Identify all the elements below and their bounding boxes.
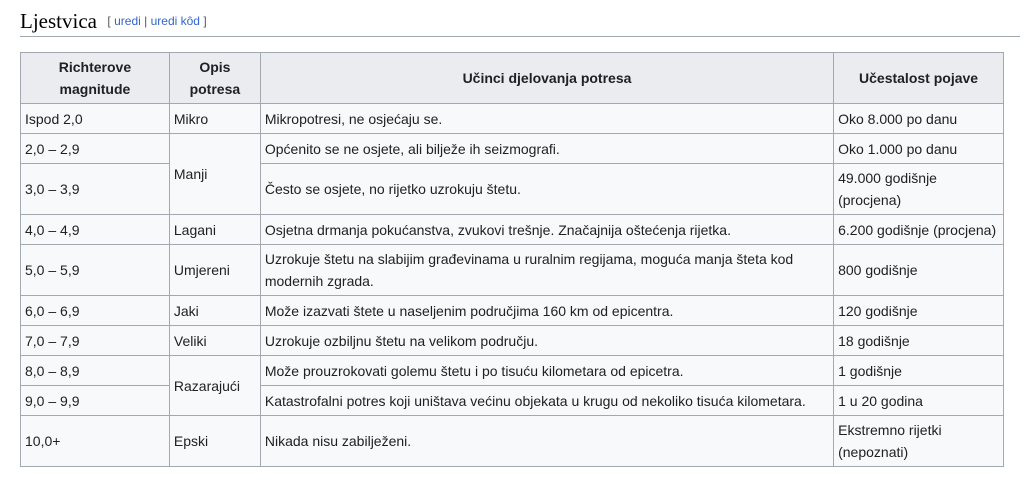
cell-description: Mikro — [169, 104, 260, 134]
edit-code-link[interactable]: uredi kôd — [150, 14, 200, 28]
cell-description: Lagani — [169, 215, 260, 245]
cell-frequency: 120 godišnje — [834, 296, 1004, 326]
edit-bracket-close: ] — [203, 14, 207, 28]
table-row — [21, 245, 1004, 296]
cell-magnitude: 2,0 – 2,9 — [21, 134, 170, 164]
cell-magnitude: Ispod 2,0 — [21, 104, 170, 134]
cell-description: Veliki — [169, 326, 260, 356]
cell-frequency: 800 godišnje — [834, 245, 1004, 296]
section-title: Ljestvica — [20, 9, 97, 33]
cell-magnitude: 8,0 – 8,9 — [21, 356, 170, 386]
edit-link[interactable]: uredi — [114, 14, 141, 28]
table-row — [21, 356, 1004, 386]
magnitude-table — [20, 52, 1004, 467]
header-effects: Učinci djelovanja potresa — [260, 53, 833, 104]
table-row — [21, 134, 1004, 164]
cell-effects: Općenito se ne osjete, ali bilježe ih seizmografi. — [260, 134, 833, 164]
table-row — [21, 104, 1004, 134]
cell-effects: Nikada nisu zabilježeni. — [260, 416, 833, 467]
cell-frequency: 49.000 godišnje (procjena) — [834, 164, 1004, 215]
cell-description: Razarajući — [169, 356, 260, 416]
cell-effects: Često se osjete, no rijetko uzrokuju štetu. — [260, 164, 833, 215]
cell-effects: Osjetna drmanja pokućanstva, zvukovi trešnje. Značajnija oštećenja rijetka. — [260, 215, 833, 245]
edit-bracket-open: [ — [107, 14, 111, 28]
cell-description: Jaki — [169, 296, 260, 326]
cell-frequency: Ekstremno rijetki (nepoznati) — [834, 416, 1004, 467]
cell-frequency: Oko 8.000 po danu — [834, 104, 1004, 134]
cell-description: Umjereni — [169, 245, 260, 296]
edit-separator: | — [144, 14, 148, 28]
cell-magnitude: 9,0 – 9,9 — [21, 386, 170, 416]
cell-effects: Uzrokuje štetu na slabijim građevinama u ruralnim regijama, moguća manja šteta kod modernih zgrada. — [260, 245, 833, 296]
cell-magnitude: 7,0 – 7,9 — [21, 326, 170, 356]
table-row — [21, 164, 1004, 215]
table-row — [21, 296, 1004, 326]
cell-frequency: Oko 1.000 po danu — [834, 134, 1004, 164]
cell-frequency: 18 godišnje — [834, 326, 1004, 356]
header-frequency: Učestalost pojave — [834, 53, 1004, 104]
table-row — [21, 416, 1004, 467]
cell-effects: Uzrokuje ozbiljnu štetu na velikom području. — [260, 326, 833, 356]
header-magnitude: Richterove magnitude — [21, 53, 170, 104]
table-header-row — [21, 53, 1004, 104]
cell-effects: Može prouzrokovati golemu štetu i po tisuću kilometara od epicetra. — [260, 356, 833, 386]
cell-effects: Može izazvati štete u naseljenim područjima 160 km od epicentra. — [260, 296, 833, 326]
cell-magnitude: 4,0 – 4,9 — [21, 215, 170, 245]
table-row — [21, 326, 1004, 356]
cell-magnitude: 5,0 – 5,9 — [21, 245, 170, 296]
section-heading — [20, 6, 1020, 37]
cell-description: Manji — [169, 134, 260, 215]
edit-links — [107, 14, 206, 28]
cell-frequency: 6.200 godišnje (procjena) — [834, 215, 1004, 245]
cell-frequency: 1 u 20 godina — [834, 386, 1004, 416]
header-description: Opis potresa — [169, 53, 260, 104]
cell-effects: Katastrofalni potres koji uništava većinu objekata u krugu od nekoliko tisuća kilometara. — [260, 386, 833, 416]
table-row — [21, 386, 1004, 416]
cell-frequency: 1 godišnje — [834, 356, 1004, 386]
table-row — [21, 215, 1004, 245]
cell-magnitude: 3,0 – 3,9 — [21, 164, 170, 215]
cell-description: Epski — [169, 416, 260, 467]
cell-effects: Mikropotresi, ne osjećaju se. — [260, 104, 833, 134]
cell-magnitude: 6,0 – 6,9 — [21, 296, 170, 326]
cell-magnitude: 10,0+ — [21, 416, 170, 467]
